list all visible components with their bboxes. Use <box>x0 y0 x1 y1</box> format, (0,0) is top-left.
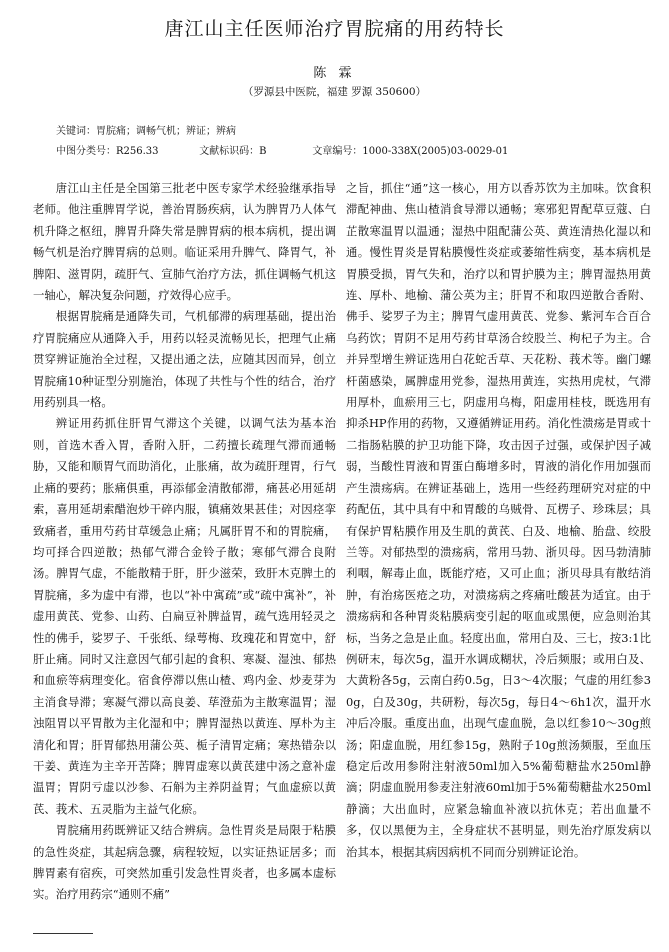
paragraph: 根据胃脘痛是通降失司，气机郁滞的病理基础，提出治疗胃脘痛应从通降入手，用药以轻灵流畅见长，把理气止痛贯穿辨证施治全过程，又提出通之法，应随其因而异，创立胃脘痛10种证型分别施治，体现了共性与个性的结合，治疗用药别具一格。 <box>33 309 336 410</box>
clc-number: 中图分类号：R256.33 <box>56 146 159 157</box>
keywords-line <box>56 122 236 137</box>
paragraph: 唐江山主任是全国第三批老中医专家学术经验继承指导老师。他注重脾胃学说，善治胃肠疾病，认为脾胃乃人体气机升降之枢纽，脾胃升降失常是脾胃病的根本病机，提出调畅气机是治疗脾胃病的总则。临证采用升脾气、降胃气，补脾阳、滋胃阴，疏肝气、宣肺气治疗方法，抓住调畅气机这一轴心，解决复杂问题，疗效得心应手。 <box>33 181 336 303</box>
article-title: 唐江山主任医师治疗胃脘痛的用药特长 <box>164 18 505 40</box>
paragraph: 之旨，抓住“通”这一核心，用方以香苏饮为主加味。饮食积滞配神曲、焦山楂消食导滞以通畅；寒邪犯胃配草豆蔻、白芷散寒温胃以温通；湿热中阻配蒲公英、黄连清热化湿以和通。慢性胃炎是胃粘膜慢性炎症或萎缩性病变，基本病机是胃膜受损，胃气失和，治疗以和胃护膜为主；脾胃湿热用黄连、厚朴、地榆、蒲公英为主；肝胃不和取四逆散合香附、佛手、娑罗子为主；脾胃气虚用黄芪、党参、紫河车合百合乌药饮；胃阴不足用芍药甘草汤合绞股兰、枸杞子为主。合并异型增生辨证选用白花蛇舌草、天花粉、莪术等。幽门螺杆菌感染，属脾虚用党参，湿热用黄连，实热用虎杖，气滞用厚朴，血瘀用三七，阴虚用乌梅，阳虚用桂枝，既选用有抑杀HP作用的药物，又遵循辨证用药。消化性溃疡是胃或十二指肠粘膜的护卫功能下降，攻击因子过强，或保护因子减弱，当酸性胃液和胃蛋白酶增多时，胃液的消化作用加强而产生溃疡病。在辨证基础上，选用一些经药理研究对症的中药配伍，其中具有中和胃酸的乌贼骨、瓦楞子、珍珠层；具有保护胃粘膜作用及生肌的黄芪、白及、地榆、胎盘、绞股兰等。对郁热型的溃疡病，常用马勃、浙贝母。因马勃清肺利咽，解毒止血，既能疗疮，又可止血；浙贝母具有散结消肿，有治疡医疮之功，对溃疡病之疼痛吐酸甚为适宜。由于溃疡病和各种胃炎粘膜病变引起的呕血或黑便，应急则治其标，当务之急是止血。轻度出血，常用白及、三七，按3:1比例研末，每次5g，温开水调成糊状，冷后频服；或用白及、大黄粉各5g，云南白药0.5g，日3～4次服；气虚的用红参30g，白及30g，共研粉，每次5g，每日4～6h1次，温开水冲后冷服。重度出血，出现气虚血脱，急以红参10～30g煎汤；阳虚血脱，用红参15g，熟附子10g煎汤频服，至血压稳定后改用参附注射液50ml加入5%葡萄糖盐水250ml静滴；阴虚血脱用参麦注射液60ml加于5%葡萄糖盐水250ml静滴；大出血时，应紧急输血补液以抗休克；若出血量不多，仅以黑便为主，全身症状不甚明显，则先治疗原发病以治其本，根据其病因病机不同而分别辨证论治。 <box>346 181 651 859</box>
body-left-column <box>33 178 336 906</box>
author-affiliation: （罗源县中医院，福建 罗源 350600） <box>242 86 427 98</box>
footnote-rule <box>33 933 93 934</box>
paragraph: 胃脘痛用药既辨证又结合辨病。急性胃炎是局限于粘膜的急性炎症，其起病急骤，病程较短，以实证热证居多；而脾胃素有宿疾，可突然加重引发急性胃炎者，也多属本虚标实。治疗用药宗“通则不痛” <box>33 823 336 902</box>
paragraph: 辨证用药抓住肝胃气滞这个关键，以调气法为基本治则，首选木香入胃，香附入肝，二药擅长疏理气滞而通畅胁，又能和顺胃气而助消化，止胀痛，故为疏肝理胃，行气止痛的要药；胀痛俱重，再添郁金清散郁滞，痛甚必用延胡索，喜用延胡索醋泡炒干碎内服，镇痛效果甚佳；对因痉挛致痛者，重用芍药甘草缓急止痛；凡属肝胃不和的胃脘痛，均可择合四逆散；热郁气滞合金铃子散；寒郁气滞合良附汤。脾胃气虚，不能散精于肝，肝少滋荣，致肝木克脾土的胃脘痛，多为虚中有滞，也以“补中寓疏”或“疏中寓补”，补虚用黄芪、党参、山药、白扁豆补脾益胃，疏气选用轻灵之性的佛手，娑罗子、千张纸、绿萼梅、玫瑰花和胃宽中，舒肝止痛。同时又注意因气郁引起的食积、寒凝、湿浊、郁热和血瘀等病理变化。宿食停滞以焦山楂、鸡内金、炒麦芽为主消食导滞；寒凝气滞以高良姜、荜澄茄为主散寒温胃；湿浊阻胃以平胃散为主化湿和中；脾胃湿热以黄连、厚朴为主清化和胃；肝胃郁热用蒲公英、栀子清胃定痛；寒热错杂以干姜、黄连为主辛开苦降；脾胃虚寒以黄芪建中汤之意补虚温胃；胃阴亏虚以沙参、石斛为主养阴益胃；气血虚瘀以黄芪、莪术、五灵脂为主益气化瘀。 <box>33 416 336 816</box>
keywords: 关键词：胃脘痛；调畅气机；辨证；辨病 <box>56 126 236 137</box>
classification-line <box>56 142 508 157</box>
document-code: 文献标识码：B <box>199 146 267 157</box>
author-name: 陈 霖 <box>313 66 356 81</box>
article-number: 文章编号：1000-338X(2005)03-0029-01 <box>312 146 509 157</box>
body-right-column <box>346 178 651 863</box>
